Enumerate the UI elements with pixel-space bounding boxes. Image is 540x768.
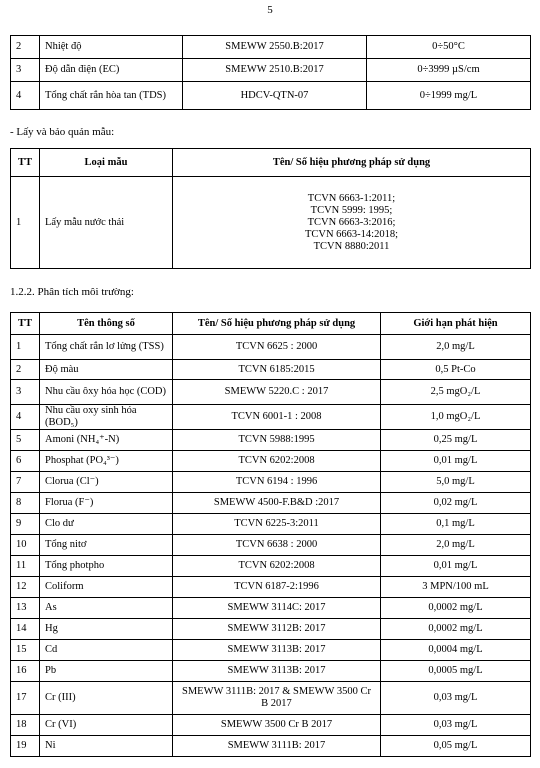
row-number: 12	[11, 577, 40, 598]
detection-limit: 0,05 mg/L	[381, 736, 531, 757]
row-number: 8	[11, 493, 40, 514]
method: SMEWW 3500 Cr B 2017	[173, 715, 381, 736]
table-row	[11, 451, 531, 472]
column-header: TT	[11, 313, 40, 335]
table-row	[11, 430, 531, 451]
row-number: 19	[11, 736, 40, 757]
row-number: 15	[11, 640, 40, 661]
parameter-name: Clorua (Cl⁻)	[40, 472, 173, 493]
method-item: TCVN 5999: 1995;	[310, 204, 393, 216]
column-header: Tên thông số	[40, 313, 173, 335]
row-number: 6	[11, 451, 40, 472]
column-header: Tên/ Số hiệu phương pháp sử dụng	[173, 313, 381, 335]
row-number: 18	[11, 715, 40, 736]
method: TCVN 6625 : 2000	[173, 335, 381, 360]
parameter-name: Tổng photpho	[40, 556, 173, 577]
parameter-name: As	[40, 598, 173, 619]
column-header: Loại mẫu	[40, 149, 173, 177]
parameter-name: Hg	[40, 619, 173, 640]
method-item: TCVN 6663-1:2011;	[307, 192, 396, 204]
row-number: 16	[11, 661, 40, 682]
table-row	[11, 661, 531, 682]
detection-limit: 1,0 mgO₂/L	[381, 405, 531, 430]
parameter-name: Ni	[40, 736, 173, 757]
table-row	[11, 556, 531, 577]
row-number: 11	[11, 556, 40, 577]
sampling-heading: - Lấy và bảo quản mẫu:	[10, 126, 115, 138]
table-row	[11, 640, 531, 661]
parameter-name: Độ dẫn điện (EC)	[40, 59, 183, 82]
row-number: 4	[11, 82, 40, 110]
row-number: 4	[11, 405, 40, 430]
row-number: 10	[11, 535, 40, 556]
parameter-name: Độ màu	[40, 360, 173, 380]
detection-limit: 0,1 mg/L	[381, 514, 531, 535]
method: TCVN 6202:2008	[173, 556, 381, 577]
table-row	[11, 405, 531, 430]
method: SMEWW 3114C: 2017	[173, 598, 381, 619]
column-header: TT	[11, 149, 40, 177]
detection-limit: 0,01 mg/L	[381, 451, 531, 472]
analysis-heading: 1.2.2. Phân tích môi trường:	[10, 286, 134, 298]
table-row	[11, 598, 531, 619]
table-row	[11, 380, 531, 405]
detection-limit: 0,0002 mg/L	[381, 598, 531, 619]
parameter-name: Cr (VI)	[40, 715, 173, 736]
sampling-table	[10, 148, 531, 269]
detection-limit: 0,0002 mg/L	[381, 619, 531, 640]
parameter-name: Tổng chất rắn lơ lửng (TSS)	[40, 335, 173, 360]
row-number: 2	[11, 36, 40, 59]
method: SMEWW 2510.B:2017	[183, 59, 367, 82]
page-number: 5	[267, 4, 273, 16]
method: SMEWW 4500-F.B&D :2017	[173, 493, 381, 514]
method-item: TCVN 6663-14:2018;	[304, 228, 399, 240]
method: HDCV-QTN-07	[183, 82, 367, 110]
method: TCVN 5988:1995	[173, 430, 381, 451]
parameter-name: Phosphat (PO₄³⁻)	[40, 451, 173, 472]
range: 0÷50°C	[367, 36, 531, 59]
row-number: 7	[11, 472, 40, 493]
row-number: 3	[11, 59, 40, 82]
row-number: 17	[11, 682, 40, 715]
detection-limit: 2,0 mg/L	[381, 535, 531, 556]
range: 0÷3999 µS/cm	[367, 59, 531, 82]
table-row	[11, 472, 531, 493]
detection-limit: 0,03 mg/L	[381, 715, 531, 736]
method: TCVN 6638 : 2000	[173, 535, 381, 556]
table-row	[11, 493, 531, 514]
method: SMEWW 3111B: 2017 & SMEWW 3500 Cr B 2017	[173, 682, 381, 715]
table-row	[11, 514, 531, 535]
table-row	[11, 736, 531, 757]
table-row	[11, 715, 531, 736]
parameter-name: Nhu cầu ôxy hóa học (COD)	[40, 380, 173, 405]
parameter-name: Tổng nitơ	[40, 535, 173, 556]
parameter-name: Nhiệt độ	[40, 36, 183, 59]
parameter-name: Cr (III)	[40, 682, 173, 715]
method: TCVN 6185:2015	[173, 360, 381, 380]
method: SMEWW 3113B: 2017	[173, 640, 381, 661]
detection-limit: 0,25 mg/L	[381, 430, 531, 451]
table-header-row	[11, 149, 531, 177]
method: SMEWW 5220.C : 2017	[173, 380, 381, 405]
range: 0÷1999 mg/L	[367, 82, 531, 110]
method: SMEWW 3112B: 2017	[173, 619, 381, 640]
table-row	[11, 177, 531, 269]
column-header: Tên/ Số hiệu phương pháp sử dụng	[173, 149, 531, 177]
detection-limit: 0,03 mg/L	[381, 682, 531, 715]
row-number: 3	[11, 380, 40, 405]
method: SMEWW 2550.B:2017	[183, 36, 367, 59]
method: SMEWW 3113B: 2017	[173, 661, 381, 682]
parameter-name: Nhu cầu oxy sinh hóa (BOD₅)	[40, 405, 173, 430]
row-number: 14	[11, 619, 40, 640]
measurement-table	[10, 35, 531, 110]
parameter-name: Cd	[40, 640, 173, 661]
method: TCVN 6187-2:1996	[173, 577, 381, 598]
method: SMEWW 3111B: 2017	[173, 736, 381, 757]
row-number: 2	[11, 360, 40, 380]
method-item: TCVN 8880:2011	[313, 240, 390, 252]
table-row	[11, 82, 531, 110]
method-list	[173, 177, 531, 269]
table-row	[11, 335, 531, 360]
table-row	[11, 36, 531, 59]
row-number: 9	[11, 514, 40, 535]
parameter-name: Florua (F⁻)	[40, 493, 173, 514]
row-number: 1	[11, 335, 40, 360]
detection-limit: 0,5 Pt-Co	[381, 360, 531, 380]
method: TCVN 6194 : 1996	[173, 472, 381, 493]
table-row	[11, 360, 531, 380]
parameter-name: Clo dư	[40, 514, 173, 535]
parameter-name: Tổng chất rắn hòa tan (TDS)	[40, 82, 183, 110]
analysis-table	[10, 312, 531, 757]
column-header: Giới hạn phát hiện	[381, 313, 531, 335]
parameter-name: Amoni (NH₄⁺-N)	[40, 430, 173, 451]
row-number: 5	[11, 430, 40, 451]
table-row	[11, 577, 531, 598]
table-row	[11, 619, 531, 640]
row-number: 1	[11, 177, 40, 269]
detection-limit: 0,02 mg/L	[381, 493, 531, 514]
method: TCVN 6202:2008	[173, 451, 381, 472]
sample-type: Lấy mẫu nước thải	[40, 177, 173, 269]
detection-limit: 0,01 mg/L	[381, 556, 531, 577]
table-row	[11, 682, 531, 715]
table-header-row	[11, 313, 531, 335]
method-item: TCVN 6663-3:2016;	[307, 216, 396, 228]
detection-limit: 2,0 mg/L	[381, 335, 531, 360]
detection-limit: 2,5 mgO₂/L	[381, 380, 531, 405]
table-row	[11, 535, 531, 556]
detection-limit: 0,0005 mg/L	[381, 661, 531, 682]
parameter-name: Pb	[40, 661, 173, 682]
row-number: 13	[11, 598, 40, 619]
method: TCVN 6001-1 : 2008	[173, 405, 381, 430]
parameter-name: Coliform	[40, 577, 173, 598]
table-row	[11, 59, 531, 82]
method: TCVN 6225-3:2011	[173, 514, 381, 535]
detection-limit: 0,0004 mg/L	[381, 640, 531, 661]
detection-limit: 3 MPN/100 mL	[381, 577, 531, 598]
detection-limit: 5,0 mg/L	[381, 472, 531, 493]
